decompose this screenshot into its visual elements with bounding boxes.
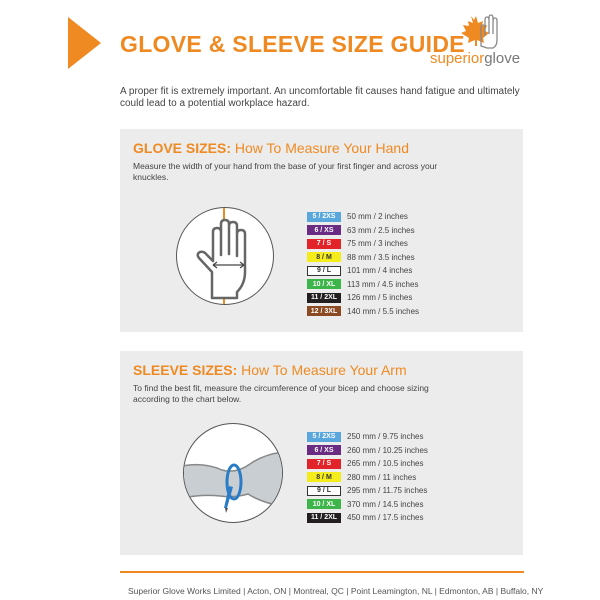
sleeve-size-badge: 6 / XS (307, 445, 341, 455)
sleeve-size-measurement: 450 mm / 17.5 inches (347, 513, 424, 523)
sleeve-size-measurement: 370 mm / 14.5 inches (347, 499, 424, 509)
glove-section-title-strong: GLOVE SIZES: (133, 140, 232, 156)
glove-size-badge: 11 / 2XL (307, 293, 341, 303)
sleeve-size-measurement: 250 mm / 9.75 inches (347, 432, 424, 442)
glove-size-row (307, 237, 419, 251)
sleeve-size-measurement: 265 mm / 10.5 inches (347, 459, 424, 469)
sleeve-size-badge: 10 / XL (307, 499, 341, 509)
arm-icon (184, 424, 282, 522)
glove-size-row (307, 278, 419, 292)
sleeve-size-row (307, 457, 428, 471)
sleeve-size-measurement: 260 mm / 10.25 inches (347, 445, 428, 455)
glove-size-measurement: 75 mm / 3 inches (347, 239, 408, 249)
hand-measure-illustration (176, 207, 274, 305)
glove-size-measurement: 101 mm / 4 inches (347, 266, 413, 276)
glove-size-measurement: 88 mm / 3.5 inches (347, 252, 415, 262)
glove-size-list (307, 210, 419, 318)
glove-sizes-panel (120, 129, 523, 332)
sleeve-section-description: To find the best fit, measure the circumference of your bicep and choose sizing according to the chart below. (133, 383, 429, 404)
page-title: GLOVE & SLEEVE SIZE GUIDE (120, 31, 465, 57)
glove-size-badge: 12 / 3XL (307, 306, 341, 316)
glove-section-title-rest: How To Measure Your Hand (234, 140, 409, 156)
sleeve-size-row (307, 484, 428, 498)
glove-size-badge: 6 / XS (307, 225, 341, 235)
sleeve-size-badge: 11 / 2XL (307, 513, 341, 523)
sleeve-size-list (307, 430, 428, 525)
glove-size-measurement: 126 mm / 5 inches (347, 293, 413, 303)
glove-size-badge: 8 / M (307, 252, 341, 262)
sleeve-size-badge: 8 / M (307, 472, 341, 482)
glove-size-measurement: 113 mm / 4.5 inches (347, 279, 419, 289)
glove-size-badge: 7 / S (307, 239, 341, 249)
glove-size-row (307, 305, 419, 319)
intro-paragraph: A proper fit is extremely important. An uncomfortable fit causes hand fatigue and ultimately could lead to a potential workplace hazard. (120, 86, 520, 109)
footer-divider (120, 571, 524, 573)
sleeve-section-title-strong: SLEEVE SIZES: (133, 362, 238, 378)
sleeve-size-measurement: 295 mm / 11.75 inches (347, 486, 428, 496)
glove-size-measurement: 50 mm / 2 inches (347, 212, 408, 222)
arm-measure-illustration (183, 423, 283, 523)
glove-size-row (307, 291, 419, 305)
sleeve-size-row (307, 430, 428, 444)
sleeve-size-row (307, 471, 428, 485)
sleeve-sizes-panel (120, 351, 523, 555)
brand-wordmark-superior: superior (430, 50, 485, 67)
sleeve-size-badge: 9 / L (307, 486, 341, 496)
brand-logo (430, 12, 535, 68)
glove-size-badge: 5 / 2XS (307, 212, 341, 222)
glove-size-row (307, 224, 419, 238)
sleeve-size-row (307, 511, 428, 525)
orange-arrow-marker (68, 17, 101, 69)
glove-size-measurement: 140 mm / 5.5 inches (347, 306, 420, 316)
sleeve-size-row (307, 444, 428, 458)
glove-size-row (307, 210, 419, 224)
brand-wordmark (430, 50, 520, 67)
sleeve-section-title-rest: How To Measure Your Arm (241, 362, 407, 378)
glove-size-measurement: 63 mm / 2.5 inches (347, 225, 415, 235)
hand-icon (177, 208, 273, 304)
sleeve-size-row (307, 498, 428, 512)
glove-section-description: Measure the width of your hand from the base of your first finger and across your knuckles. (133, 161, 438, 182)
glove-size-badge: 9 / L (307, 266, 341, 276)
brand-wordmark-glove: glove (484, 50, 521, 67)
glove-size-badge: 10 / XL (307, 279, 341, 289)
sleeve-section-title (133, 362, 407, 378)
sleeve-size-measurement: 280 mm / 11 inches (347, 472, 417, 482)
glove-size-row (307, 251, 419, 265)
glove-size-row (307, 264, 419, 278)
sleeve-size-badge: 5 / 2XS (307, 432, 341, 442)
glove-section-title (133, 140, 409, 156)
sleeve-size-badge: 7 / S (307, 459, 341, 469)
footer-locations: Superior Glove Works Limited | Acton, ON | Montreal, QC | Point Leamington, NL | Edmonton, AB | Buffalo, NY (128, 586, 544, 596)
maple-leaf-glove-icon (456, 12, 502, 52)
